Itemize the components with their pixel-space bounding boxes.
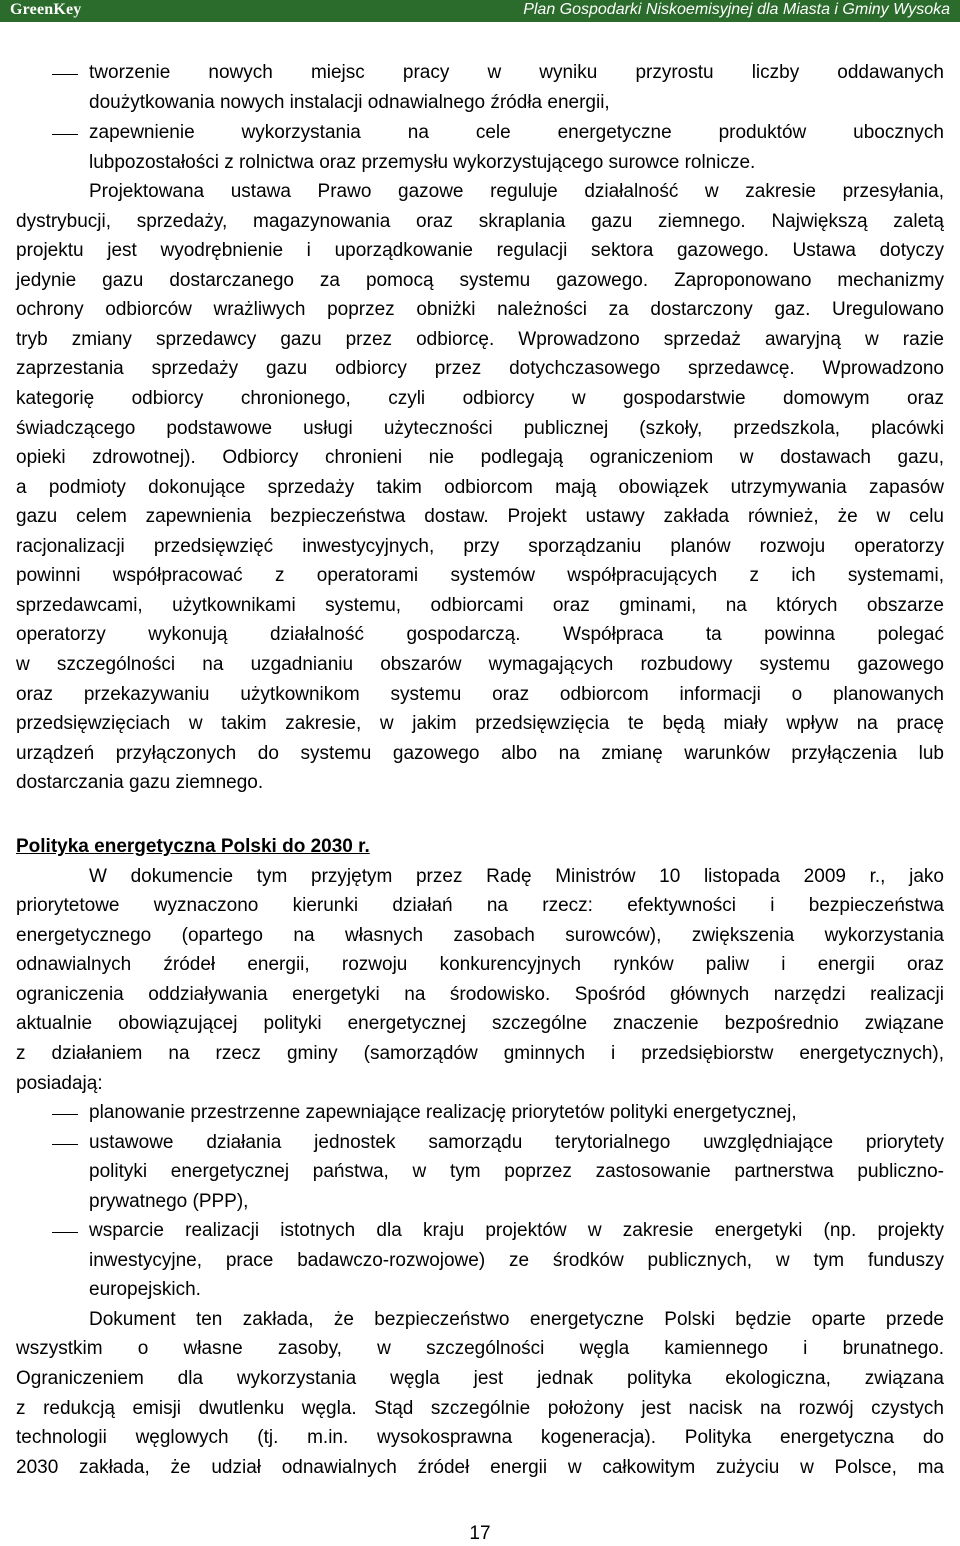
text-line: z redukcją emisji dwutlenku węgla. Stąd szczególnie położony jest nacisk na rozwój czystych: [16, 1398, 944, 1419]
text-line: lubpozostałości z rolnictwa oraz przemysłu wykorzystującego surowce rolnicze.: [89, 152, 756, 173]
text-line: urządzeń przyłączonych do systemu gazowego albo na zmianę warunków przyłączenia lub: [16, 743, 944, 764]
text-line: racjonalizacji przedsięwzięć inwestycyjnych, przy sporządzaniu planów rozwoju operatorzy: [16, 536, 944, 557]
bullet-dash: [52, 1144, 78, 1145]
text-line: energetycznego (opartego na własnych zasobach surowców), zwiększenia wykorzystania: [16, 925, 944, 946]
text-line: przedsięwzięciach w takim zakresie, w jakim przedsięwzięcia te będą miały wpływ na pracę: [16, 713, 944, 734]
text-line: posiadają:: [16, 1073, 103, 1094]
bullet-dash: [52, 1114, 78, 1115]
text-line: europejskich.: [89, 1279, 201, 1300]
text-line: ochrony odbiorców wrażliwych poprzez obniżki należności za dostarczony gaz. Uregulowano: [16, 299, 944, 320]
bullet-dash: [52, 1232, 78, 1233]
text-line: a podmioty dokonujące sprzedaży takim odbiorcom mają obowiązek utrzymywania zapasów: [16, 477, 944, 498]
text-line: aktualnie obowiązującej polityki energetycznej szczególne znaczenie bezpośrednio związane: [16, 1013, 944, 1034]
text-line: zaprzestania sprzedaży gazu odbiorcy przez dotychczasowego sprzedawcę. Wprowadzono: [16, 358, 944, 379]
text-line: Ograniczeniem dla wykorzystania węgla jest jednak polityka ekologiczna, związana: [16, 1368, 944, 1389]
section-heading: Polityka energetyczna Polski do 2030 r.: [16, 836, 370, 857]
text-line: dystrybucji, sprzedaży, magazynowania oraz skraplania gazu ziemnego. Największą zaletą: [16, 211, 944, 232]
text-line: tworzenie nowych miejsc pracy w wyniku przyrostu liczby oddawanych: [89, 62, 944, 83]
brand-logo: GreenKey: [10, 1, 82, 18]
text-line: dostarczania gazu ziemnego.: [16, 772, 264, 793]
text-line: Projektowana ustawa Prawo gazowe reguluje działalność w zakresie przesyłania,: [89, 181, 944, 202]
text-line: sprzedawcami, użytkownikami systemu, odbiorcami oraz gminami, na których obszarze: [16, 595, 944, 616]
text-line: doużytkowania nowych instalacji odnawialnego źródła energii,: [89, 92, 610, 113]
text-line: w szczególności na uzgadnianiu obszarów wymagających rozbudowy systemu gazowego: [16, 654, 944, 675]
text-line: oraz przekazywaniu użytkownikom systemu oraz odbiorcom informacji o planowanych: [16, 684, 944, 705]
text-line: jedynie gazu dostarczanego za pomocą systemu gazowego. Zaproponowano mechanizmy: [16, 270, 944, 291]
text-line: technologii węglowych (tj. m.in. wysokosprawna kogeneracja). Polityka energetyczna do: [16, 1427, 944, 1448]
text-line: Dokument ten zakłada, że bezpieczeństwo energetyczne Polski będzie oparte przede: [89, 1309, 944, 1330]
text-line: W dokumencie tym przyjętym przez Radę Ministrów 10 listopada 2009 r., jako: [89, 866, 944, 887]
text-line: tryb zmiany sprzedawcy gazu przez odbiorcę. Wprowadzono sprzedaż awaryjną w razie: [16, 329, 944, 350]
text-line: wsparcie realizacji istotnych dla kraju projektów w zakresie energetyki (np. projekty: [89, 1220, 944, 1241]
page-number: 17: [469, 1523, 491, 1544]
text-line: odnawialnych źródeł energii, rozwoju konkurencyjnych rynków paliw i energii oraz: [16, 954, 944, 975]
text-line: zapewnienie wykorzystania na cele energetyczne produktów ubocznych: [89, 122, 944, 143]
text-line: świadczącego podstawowe usługi użyteczności publicznej (szkoły, przedszkola, placówki: [16, 418, 944, 439]
text-line: inwestycyjne, prace badawczo-rozwojowe) ze środków publicznych, w tym funduszy: [89, 1250, 944, 1271]
text-line: z działaniem na rzecz gminy (samorządów gminnych i przedsiębiorstw energetycznych),: [16, 1043, 944, 1064]
text-line: projektu jest wyodrębnienie i uporządkowanie regulacji sektora gazowego. Ustawa dotyczy: [16, 240, 944, 261]
text-line: powinni współpracować z operatorami systemów współpracujących z ich systemami,: [16, 565, 944, 586]
text-line: gazu celem zapewnienia bezpieczeństwa dostaw. Projekt ustawy zakłada również, że w celu: [16, 506, 944, 527]
bullet-dash: [52, 74, 78, 75]
text-line: planowanie przestrzenne zapewniające realizację priorytetów polityki energetycznej,: [89, 1102, 797, 1123]
text-line: ustawowe działania jednostek samorządu terytorialnego uwzględniające priorytety: [89, 1132, 944, 1153]
bullet-dash: [52, 134, 78, 135]
document-title: Plan Gospodarki Niskoemisyjnej dla Miasta i Gminy Wysoka: [523, 1, 950, 18]
text-line: priorytetowe wyznaczono kierunki działań na rzecz: efektywności i bezpieczeństwa: [16, 895, 944, 916]
text-line: wszystkim o własne zasoby, w szczególności węgla kamiennego i brunatnego.: [16, 1338, 944, 1359]
text-line: ograniczenia oddziaływania energetyki na środowisko. Spośród głównych narzędzi realizacji: [16, 984, 944, 1005]
text-line: operatorzy wykonują działalność gospodarczą. Współpraca ta powinna polegać: [16, 624, 944, 645]
text-line: opieki zdrowotnej). Odbiorcy chronieni nie podlegają ograniczeniom w dostawach gazu,: [16, 447, 944, 468]
text-line: polityki energetycznej państwa, w tym poprzez zastosowanie partnerstwa publiczno-: [89, 1161, 944, 1182]
text-line: prywatnego (PPP),: [89, 1191, 249, 1212]
page-header: [0, 0, 960, 22]
text-line: kategorię odbiorcy chronionego, czyli odbiorcy w gospodarstwie domowym oraz: [16, 388, 944, 409]
text-line: 2030 zakłada, że udział odnawialnych źródeł energii w całkowitym zużyciu w Polsce, ma: [16, 1457, 944, 1478]
